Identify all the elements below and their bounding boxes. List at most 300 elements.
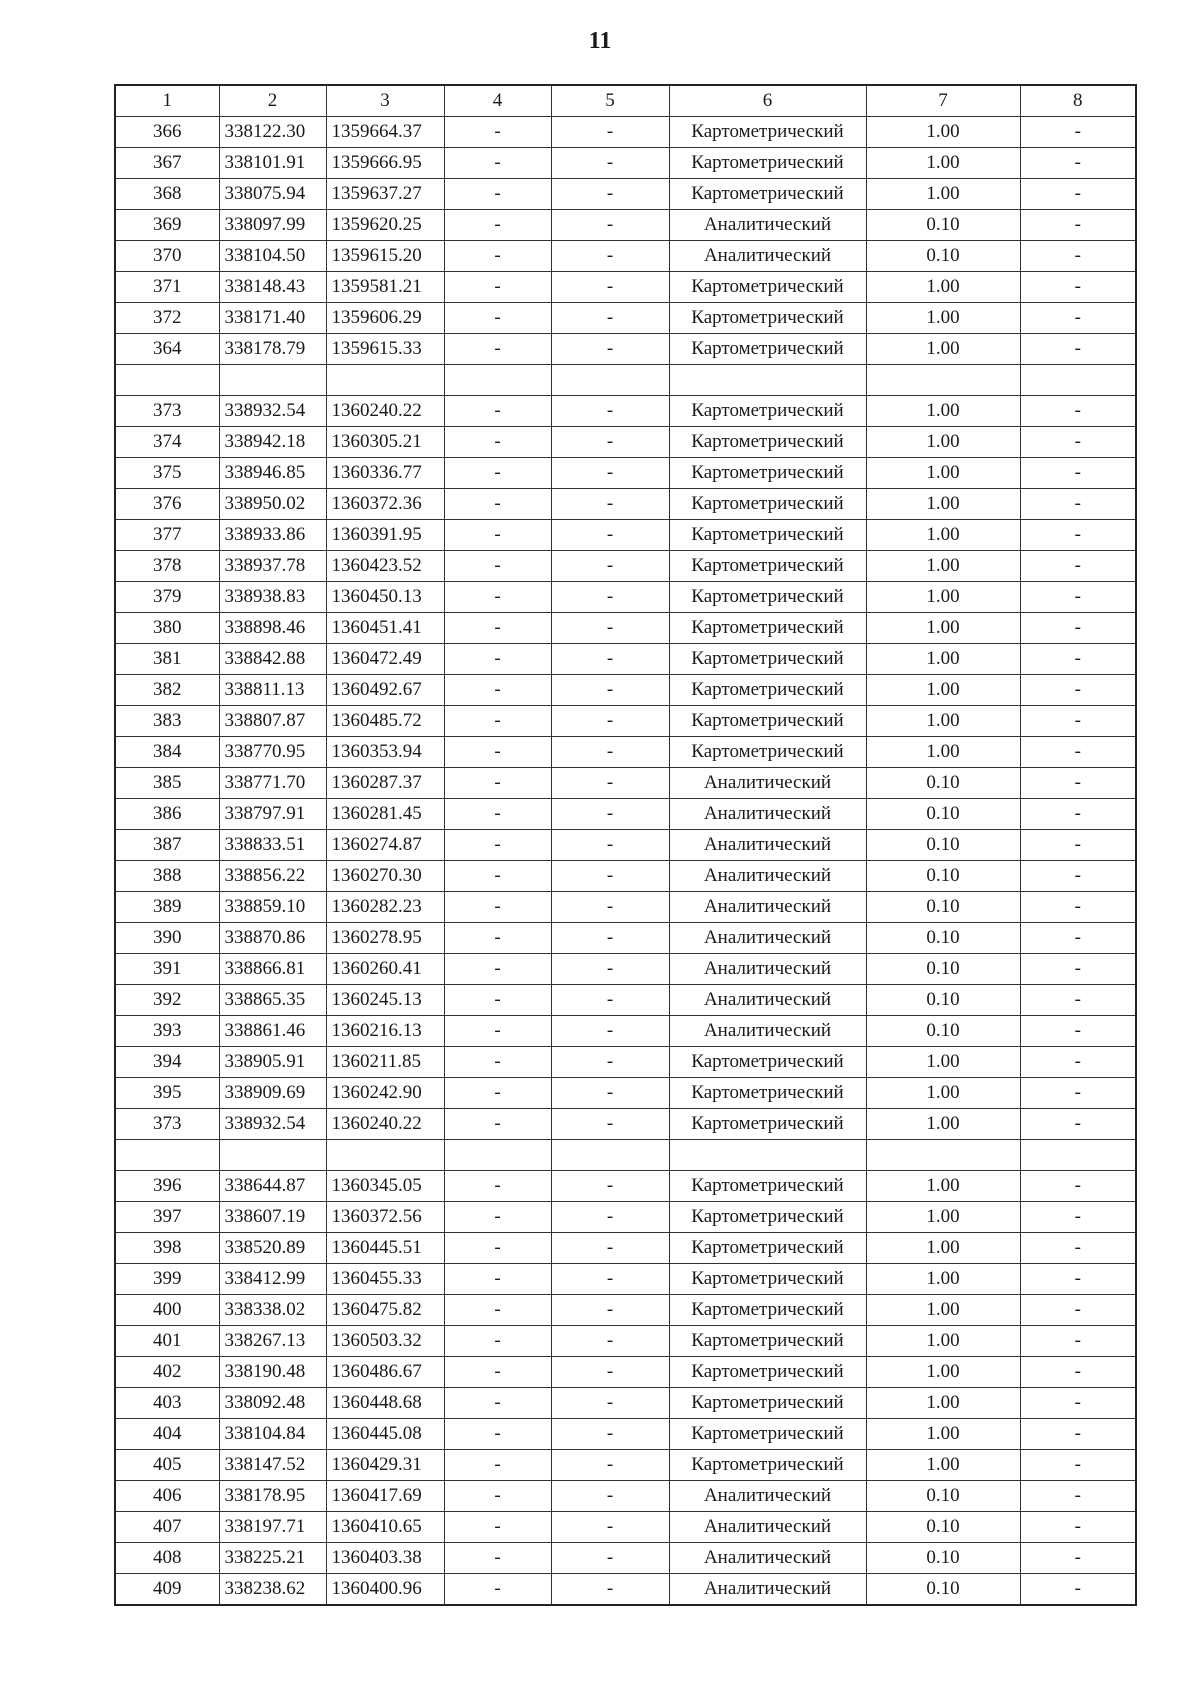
table-cell: - [1020, 1326, 1136, 1357]
table-cell: 338856.22 [219, 861, 326, 892]
table-cell: 1360372.36 [326, 489, 444, 520]
table-cell: 1360216.13 [326, 1016, 444, 1047]
table-cell: 407 [115, 1512, 219, 1543]
table-cell: 0.10 [866, 1512, 1020, 1543]
table-cell: 1360240.22 [326, 1109, 444, 1140]
table-cell: 1.00 [866, 489, 1020, 520]
table-cell: 1.00 [866, 706, 1020, 737]
table-cell: 1360260.41 [326, 954, 444, 985]
table-row [115, 241, 1136, 272]
table-cell: 373 [115, 396, 219, 427]
column-header: 2 [219, 85, 326, 117]
table-row [115, 1326, 1136, 1357]
table-cell: 384 [115, 737, 219, 768]
table-cell [115, 1140, 219, 1171]
table-cell: - [1020, 706, 1136, 737]
table-cell: 398 [115, 1233, 219, 1264]
table-cell: 1360410.65 [326, 1512, 444, 1543]
table-cell [1020, 1140, 1136, 1171]
table-row [115, 1481, 1136, 1512]
table-row [115, 1140, 1136, 1171]
table-cell: Картометрический [669, 1326, 866, 1357]
table-cell: 392 [115, 985, 219, 1016]
table-cell: 0.10 [866, 1481, 1020, 1512]
table-cell [444, 365, 551, 396]
table-cell: 1.00 [866, 1171, 1020, 1202]
table-cell: - [1020, 427, 1136, 458]
table-cell: Картометрический [669, 1233, 866, 1264]
table-cell: - [1020, 1295, 1136, 1326]
table-cell: 381 [115, 644, 219, 675]
table-cell: 0.10 [866, 768, 1020, 799]
table-cell: - [1020, 1109, 1136, 1140]
table-cell: 0.10 [866, 830, 1020, 861]
table-cell: - [551, 489, 669, 520]
table-cell: - [551, 1202, 669, 1233]
table-cell: - [551, 644, 669, 675]
table-cell: 338833.51 [219, 830, 326, 861]
table-cell: 1.00 [866, 396, 1020, 427]
table-cell: 408 [115, 1543, 219, 1574]
table-cell: - [551, 1512, 669, 1543]
table-cell: - [444, 1512, 551, 1543]
table-row [115, 179, 1136, 210]
table-cell: - [551, 179, 669, 210]
table-cell: - [551, 706, 669, 737]
table-cell: 390 [115, 923, 219, 954]
table-cell: 1360281.45 [326, 799, 444, 830]
table-cell: - [551, 1419, 669, 1450]
table-cell: 338898.46 [219, 613, 326, 644]
table-cell: 338797.91 [219, 799, 326, 830]
table-cell: 395 [115, 1078, 219, 1109]
table-cell: 364 [115, 334, 219, 365]
table-cell: 1360270.30 [326, 861, 444, 892]
table-cell: 391 [115, 954, 219, 985]
table-cell: - [551, 1295, 669, 1326]
table-cell: - [444, 613, 551, 644]
table-cell: 338905.91 [219, 1047, 326, 1078]
table-cell: - [551, 582, 669, 613]
table-cell: - [1020, 1543, 1136, 1574]
table-cell [219, 1140, 326, 1171]
table-cell: 1360485.72 [326, 706, 444, 737]
table-row [115, 334, 1136, 365]
table-cell: 1.00 [866, 675, 1020, 706]
table-row [115, 1233, 1136, 1264]
column-header: 3 [326, 85, 444, 117]
table-cell: - [1020, 892, 1136, 923]
table-cell [219, 365, 326, 396]
table-cell: - [444, 241, 551, 272]
table-cell: 1360429.31 [326, 1450, 444, 1481]
table-row [115, 1388, 1136, 1419]
table-cell: 338865.35 [219, 985, 326, 1016]
table-cell: Картометрический [669, 737, 866, 768]
table-cell: - [444, 303, 551, 334]
table-cell: - [444, 985, 551, 1016]
table-cell: - [1020, 489, 1136, 520]
table-row [115, 396, 1136, 427]
table-cell: 1360475.82 [326, 1295, 444, 1326]
table-cell: Картометрический [669, 1202, 866, 1233]
table-cell: 338950.02 [219, 489, 326, 520]
table-cell: 1360278.95 [326, 923, 444, 954]
table-cell: Картометрический [669, 272, 866, 303]
table-cell: 338771.70 [219, 768, 326, 799]
table-cell: 338104.84 [219, 1419, 326, 1450]
table-cell: 1.00 [866, 272, 1020, 303]
table-cell: 405 [115, 1450, 219, 1481]
table-cell: 399 [115, 1264, 219, 1295]
table-cell: 338197.71 [219, 1512, 326, 1543]
table-cell: 338770.95 [219, 737, 326, 768]
table-row [115, 489, 1136, 520]
table-cell: Картометрический [669, 1357, 866, 1388]
table-cell: - [1020, 799, 1136, 830]
table-cell [866, 1140, 1020, 1171]
table-cell: 338092.48 [219, 1388, 326, 1419]
table-cell: 338097.99 [219, 210, 326, 241]
table-cell: 389 [115, 892, 219, 923]
table-row [115, 1450, 1136, 1481]
table-cell: 338933.86 [219, 520, 326, 551]
table-row [115, 1295, 1136, 1326]
table-cell: - [1020, 334, 1136, 365]
table-cell: Картометрический [669, 396, 866, 427]
table-cell [326, 1140, 444, 1171]
table-cell: 1.00 [866, 1047, 1020, 1078]
table-cell: - [1020, 1233, 1136, 1264]
table-cell: - [1020, 1481, 1136, 1512]
table-cell: - [551, 520, 669, 551]
column-header: 6 [669, 85, 866, 117]
table-cell: - [444, 1419, 551, 1450]
table-cell: - [1020, 148, 1136, 179]
table-cell: 404 [115, 1419, 219, 1450]
table-cell: 338267.13 [219, 1326, 326, 1357]
table-cell: 1360391.95 [326, 520, 444, 551]
table-cell: Картометрический [669, 1264, 866, 1295]
table-cell: 409 [115, 1574, 219, 1606]
table-cell: 1360448.68 [326, 1388, 444, 1419]
table-cell: 1.00 [866, 458, 1020, 489]
table-cell: - [444, 1295, 551, 1326]
table-cell: 1360486.67 [326, 1357, 444, 1388]
table-cell: - [1020, 1512, 1136, 1543]
table-cell: 338644.87 [219, 1171, 326, 1202]
table-cell: 338937.78 [219, 551, 326, 582]
table-cell: - [444, 1574, 551, 1606]
table-cell: 370 [115, 241, 219, 272]
table-cell: - [444, 1357, 551, 1388]
table-cell: - [551, 427, 669, 458]
table-cell: - [444, 954, 551, 985]
table-cell: - [1020, 737, 1136, 768]
table-cell: Картометрический [669, 148, 866, 179]
table-cell: 338859.10 [219, 892, 326, 923]
table-row [115, 1078, 1136, 1109]
table-cell: Картометрический [669, 427, 866, 458]
table-cell: 1.00 [866, 582, 1020, 613]
table-cell: 338938.83 [219, 582, 326, 613]
table-cell: 378 [115, 551, 219, 582]
table-cell: - [551, 1326, 669, 1357]
table-cell: 1.00 [866, 1419, 1020, 1450]
table-cell: 1360282.23 [326, 892, 444, 923]
table-cell: 338866.81 [219, 954, 326, 985]
table-cell: 338178.79 [219, 334, 326, 365]
table-cell: 1360287.37 [326, 768, 444, 799]
table-cell: - [444, 1543, 551, 1574]
table-cell: - [1020, 675, 1136, 706]
table-cell: 1359581.21 [326, 272, 444, 303]
table-cell: Картометрический [669, 520, 866, 551]
table-cell: 1359666.95 [326, 148, 444, 179]
table-cell: 366 [115, 117, 219, 148]
table-cell: 1.00 [866, 1233, 1020, 1264]
table-cell: 338520.89 [219, 1233, 326, 1264]
table-cell: - [551, 675, 669, 706]
table-cell: - [444, 210, 551, 241]
table-cell: Картометрический [669, 706, 866, 737]
table-cell: 1360245.13 [326, 985, 444, 1016]
table-cell: 1.00 [866, 117, 1020, 148]
table-cell: 1360240.22 [326, 396, 444, 427]
table-row [115, 706, 1136, 737]
table-cell: - [444, 644, 551, 675]
table-cell: 375 [115, 458, 219, 489]
table-cell: Аналитический [669, 799, 866, 830]
table-cell: - [444, 737, 551, 768]
table-cell: 0.10 [866, 1574, 1020, 1606]
table-row [115, 923, 1136, 954]
table-cell: - [444, 520, 551, 551]
table-cell: - [551, 148, 669, 179]
table-cell [326, 365, 444, 396]
table-cell: 338148.43 [219, 272, 326, 303]
table-cell: 1.00 [866, 644, 1020, 675]
table-cell: 1360472.49 [326, 644, 444, 675]
table-cell: - [551, 303, 669, 334]
table-cell [669, 1140, 866, 1171]
table-cell: Аналитический [669, 923, 866, 954]
table-cell: - [551, 1233, 669, 1264]
table-cell: 1359664.37 [326, 117, 444, 148]
table-cell: - [1020, 1419, 1136, 1450]
table-cell: 338225.21 [219, 1543, 326, 1574]
table-cell: - [551, 458, 669, 489]
table-cell: - [444, 148, 551, 179]
table-cell: - [1020, 241, 1136, 272]
table-cell: 1360336.77 [326, 458, 444, 489]
table-cell: - [551, 985, 669, 1016]
table-row [115, 1357, 1136, 1388]
table-cell: - [1020, 210, 1136, 241]
table-cell: 338122.30 [219, 117, 326, 148]
table-cell: 338607.19 [219, 1202, 326, 1233]
table-cell: - [551, 117, 669, 148]
table-cell: 338171.40 [219, 303, 326, 334]
table-cell: - [551, 272, 669, 303]
table-cell: - [1020, 1078, 1136, 1109]
table-cell: 1360353.94 [326, 737, 444, 768]
table-cell: 338338.02 [219, 1295, 326, 1326]
table-cell: Аналитический [669, 954, 866, 985]
table-cell: 338932.54 [219, 396, 326, 427]
table-cell: - [1020, 1264, 1136, 1295]
table-cell: 0.10 [866, 923, 1020, 954]
table-cell: Аналитический [669, 241, 866, 272]
table-cell: - [1020, 179, 1136, 210]
table-cell: 1.00 [866, 1078, 1020, 1109]
table-cell: - [1020, 520, 1136, 551]
table-cell: - [551, 1543, 669, 1574]
table-cell: 1.00 [866, 1264, 1020, 1295]
table-cell: Картометрический [669, 334, 866, 365]
table-cell: 388 [115, 861, 219, 892]
table-cell: 1.00 [866, 179, 1020, 210]
table-cell: 1.00 [866, 148, 1020, 179]
table-row [115, 892, 1136, 923]
table-cell: - [444, 768, 551, 799]
table-cell: 338104.50 [219, 241, 326, 272]
table-cell: 372 [115, 303, 219, 334]
table-cell: 1.00 [866, 1450, 1020, 1481]
table-cell: - [444, 1078, 551, 1109]
table-cell: 0.10 [866, 861, 1020, 892]
table-cell: 1360305.21 [326, 427, 444, 458]
table-cell: 400 [115, 1295, 219, 1326]
table-cell: - [444, 830, 551, 861]
table-cell: 338811.13 [219, 675, 326, 706]
table-cell [669, 365, 866, 396]
table-cell: - [444, 551, 551, 582]
table-cell: - [1020, 1016, 1136, 1047]
table-cell: - [444, 272, 551, 303]
table-cell: 379 [115, 582, 219, 613]
table-row [115, 1574, 1136, 1606]
table-header-row [115, 85, 1136, 117]
page-number: 11 [588, 28, 612, 54]
table-cell: - [1020, 954, 1136, 985]
table-row [115, 520, 1136, 551]
table-row [115, 117, 1136, 148]
table-cell: - [551, 1078, 669, 1109]
table-cell: 338932.54 [219, 1109, 326, 1140]
table-cell: - [551, 396, 669, 427]
table-cell: Картометрический [669, 644, 866, 675]
table-cell: 338807.87 [219, 706, 326, 737]
table-cell: Аналитический [669, 1512, 866, 1543]
table-cell: - [444, 706, 551, 737]
table-row [115, 830, 1136, 861]
table-cell: - [444, 117, 551, 148]
table-cell: Картометрический [669, 458, 866, 489]
table-row [115, 1512, 1136, 1543]
table-cell: - [551, 830, 669, 861]
table-cell: - [551, 861, 669, 892]
table-cell: - [1020, 458, 1136, 489]
table-cell: 338101.91 [219, 148, 326, 179]
table-cell: - [444, 1016, 551, 1047]
table-cell: - [444, 1326, 551, 1357]
table-cell: - [551, 1450, 669, 1481]
table-cell: Картометрический [669, 582, 866, 613]
table-cell: Картометрический [669, 1171, 866, 1202]
table-cell: 1.00 [866, 1202, 1020, 1233]
table-cell: - [444, 892, 551, 923]
table-cell: 373 [115, 1109, 219, 1140]
table-cell: 1.00 [866, 1109, 1020, 1140]
table-row [115, 1109, 1136, 1140]
table-cell: - [1020, 1574, 1136, 1606]
table-cell: 338942.18 [219, 427, 326, 458]
table-cell: - [1020, 1450, 1136, 1481]
table-cell: 0.10 [866, 1543, 1020, 1574]
column-header: 4 [444, 85, 551, 117]
table-cell: - [551, 1388, 669, 1419]
table-cell: Картометрический [669, 1388, 866, 1419]
table-cell: - [444, 396, 551, 427]
table-cell: 380 [115, 613, 219, 644]
table-cell: - [444, 1233, 551, 1264]
table-row [115, 458, 1136, 489]
table-row [115, 551, 1136, 582]
table-cell: - [444, 1264, 551, 1295]
table-cell: 369 [115, 210, 219, 241]
table-cell: 406 [115, 1481, 219, 1512]
table-row [115, 427, 1136, 458]
table-cell: - [551, 241, 669, 272]
table-cell: - [1020, 1202, 1136, 1233]
table-cell: - [1020, 768, 1136, 799]
table-cell: - [551, 1574, 669, 1606]
table-cell: Аналитический [669, 1543, 866, 1574]
table-row [115, 675, 1136, 706]
table-cell: 0.10 [866, 799, 1020, 830]
table-cell: Картометрический [669, 1109, 866, 1140]
coordinates-table-container [114, 84, 1135, 1606]
table-cell: - [444, 1388, 551, 1419]
table-cell: 1360455.33 [326, 1264, 444, 1295]
table-cell: 1360372.56 [326, 1202, 444, 1233]
table-cell: 0.10 [866, 892, 1020, 923]
table-row [115, 272, 1136, 303]
table-cell: - [1020, 923, 1136, 954]
table-cell: 1.00 [866, 1326, 1020, 1357]
table-cell: 367 [115, 148, 219, 179]
table-cell: Аналитический [669, 892, 866, 923]
table-cell: 402 [115, 1357, 219, 1388]
table-cell: 386 [115, 799, 219, 830]
table-cell: - [551, 799, 669, 830]
table-cell: 1360450.13 [326, 582, 444, 613]
table-cell: - [1020, 117, 1136, 148]
table-cell: Картометрический [669, 1047, 866, 1078]
table-cell: 1360492.67 [326, 675, 444, 706]
table-cell: 1359637.27 [326, 179, 444, 210]
table-cell: 1360445.08 [326, 1419, 444, 1450]
table-cell: Картометрический [669, 489, 866, 520]
table-row [115, 985, 1136, 1016]
table-cell: 338842.88 [219, 644, 326, 675]
table-cell: - [551, 334, 669, 365]
table-cell: - [1020, 1357, 1136, 1388]
table-cell: - [1020, 985, 1136, 1016]
table-cell: Картометрический [669, 613, 866, 644]
table-cell: Картометрический [669, 117, 866, 148]
